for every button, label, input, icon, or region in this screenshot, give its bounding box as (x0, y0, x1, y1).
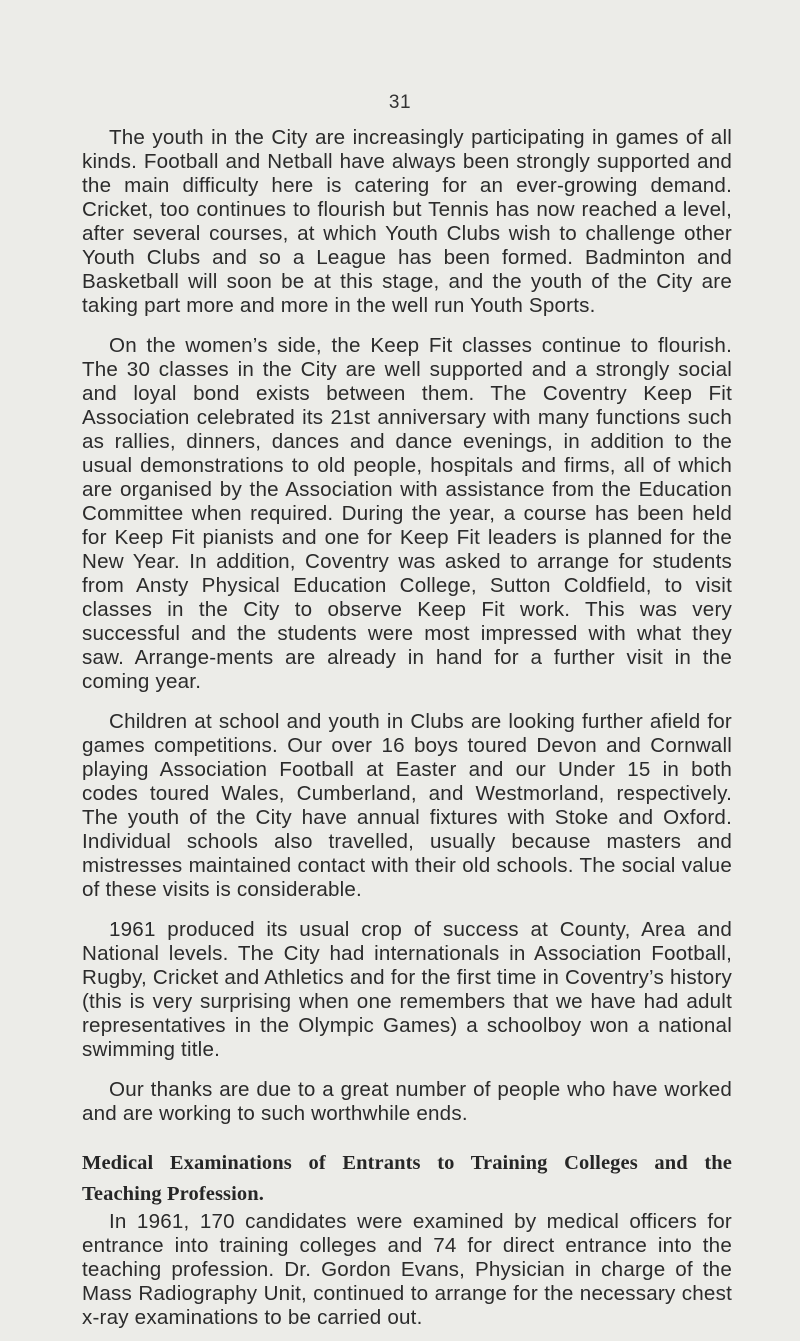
section-heading-line-2: Teaching Profession. (82, 1183, 264, 1205)
paragraph-youth-games: The youth in the City are increasingly participating in games of all kinds. Football and Netball have always been strongly supported and the main difficulty here is catering for an ever-growing demand. Cricket, too continues to flourish but Tennis has now reached a level, after several courses, at which Youth Clubs wish to challenge other Youth Clubs and so a League has been formed. Badminton and Basketball will soon be at this stage, and the youth of the City are taking part more and more in the well run Youth Sports. (82, 126, 732, 317)
paragraph-tours: Children at school and youth in Clubs are looking further afield for games competitions. Our over 16 boys toured Devon and Cornwall playing Association Football at Easter and our Under 15 in both codes toured Wales, Cumberland, and Westmorland, respectively. The youth of the City have annual fixtures with Stoke and Oxford. Individual schools also travelled, usually because masters and mistresses maintained contact with their old schools. The social value of these visits is considerable. (82, 710, 732, 901)
paragraph-keep-fit: On the women’s side, the Keep Fit classes continue to flourish. The 30 classes in the City are well supported and a strongly social and loyal bond exists between them. The Coventry Keep Fit Association celebrated its 21st anniversary with many functions such as rallies, dinners, dances and dance evenings, in addition to the usual demonstrations to old people, hospitals and firms, all of which are organised by the Association with assistance from the Education Committee when required. During the year, a course has been held for Keep Fit pianists and one for Keep Fit leaders is planned for the New Year. In addition, Coventry was asked to arrange for students from Ansty Physical Education College, Sutton Coldfield, to visit classes in the City to observe Keep Fit work. This was very successful and the students were most impressed with what they saw. Arrange-ments are already in hand for a further visit in the coming year. (82, 334, 732, 693)
page-content (82, 126, 732, 1330)
paragraph-medical-examinations: In 1961, 170 candidates were examined by medical officers for entrance into training colleges and 74 for direct entrance into the teaching profession. Dr. Gordon Evans, Physician in charge of the Mass Radiography Unit, continued to arrange for the necessary chest x-ray examinations to be carried out. (82, 1210, 732, 1329)
section-heading (82, 1148, 732, 1210)
paragraph-thanks: Our thanks are due to a great number of people who have worked and are working to such worthwhile ends. (82, 1078, 732, 1125)
section-heading-line-1: Medical Examinations of Entrants to Training Colleges and the (82, 1152, 732, 1174)
page-number: 31 (388, 92, 412, 113)
paragraph-1961-success: 1961 produced its usual crop of success at County, Area and National levels. The City had internationals in Association Football, Rugby, Cricket and Athletics and for the first time in Coventry’s history (this is very surprising when one remembers that we have had adult representatives in the Olympic Games) a schoolboy won a national swimming title. (82, 918, 732, 1061)
